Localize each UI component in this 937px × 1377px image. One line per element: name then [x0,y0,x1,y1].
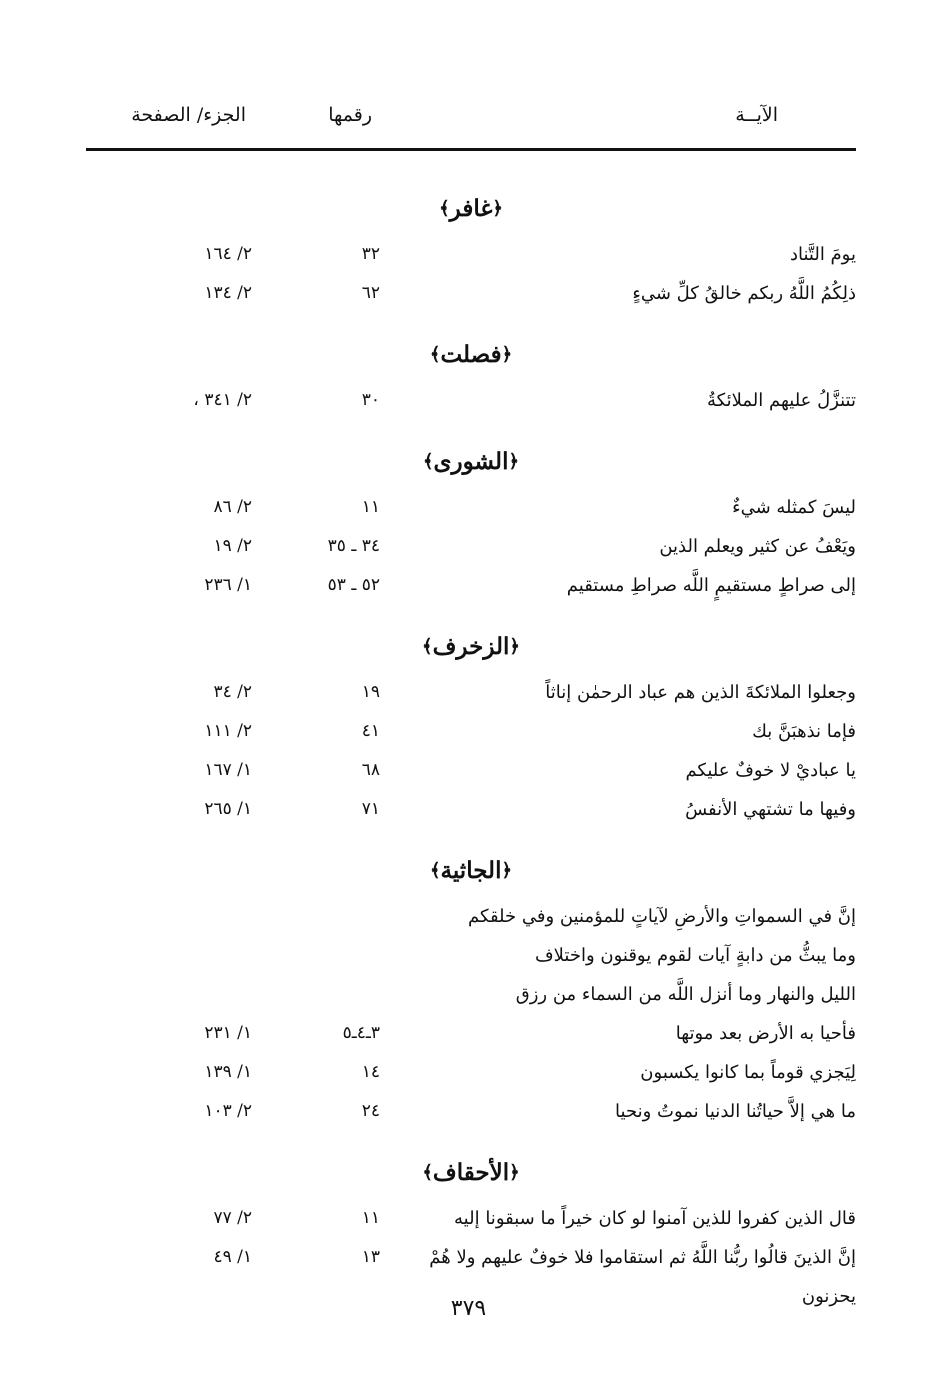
verse-text: وجعلوا الملائكةَ الذين هم عباد الرحمٰن إناثاً [545,682,856,703]
verse-number: ١٤ [361,1062,380,1082]
surah-heading [86,439,856,483]
verse-number: ٣٤ ـ ٣٥ [327,536,380,556]
ornament-close: ﴾ [439,197,450,219]
table-row [86,384,856,423]
verse-text: وما يبثُّ من دابةٍ آيات لقوم يوقنون واختلاف [535,945,856,966]
verse-number: ٣ـ٤ـ٥ [342,1023,380,1043]
volume-page: ٢/ ٣٤١ ، [193,390,252,410]
ornament-open: ﴿ [509,1161,520,1183]
verse-text: ليسَ كمثله شيءٌ [732,497,856,518]
table-row [86,238,856,277]
surah-title: الجاثية [440,856,502,884]
table-row [86,1017,856,1056]
volume-page: ١/ ١٣٩ [204,1062,252,1082]
verse-number: ١٩ [361,682,380,702]
volume-page: ٢/ ٧٧ [213,1208,252,1228]
table-row [86,530,856,569]
table-row [86,793,856,832]
verse-number: ٣٠ [361,390,380,410]
surah-heading [86,332,856,376]
volume-page: ١/ ٢٣١ [204,1023,252,1043]
ornament-close: ﴾ [423,450,434,472]
volume-page: ١/ ٤٩ [213,1247,252,1267]
verse-text: تتنزَّلُ عليهم الملائكةُ [707,390,856,411]
verse-number: ١١ [361,1208,380,1228]
volume-page: ٢/ ٣٤ [213,682,252,702]
table-header [86,96,856,142]
table-row [86,569,856,608]
ornament-open: ﴿ [508,450,520,472]
ornament-open: ﴿ [501,859,513,881]
table-row [86,1241,856,1280]
verse-text: إنَّ الذينَ قالُوا ربُّنا اللَّهُ ثم استقاموا فلا خوفٌ عليهم ولا هُمْ [429,1247,856,1268]
verse-text: ذلِكُمُ اللَّهُ ربكم خالقُ كلِّ شيءٍ [632,283,856,304]
table-row [86,978,856,1017]
verse-number: ١١ [361,497,380,517]
verse-number: ٢٤ [361,1101,380,1121]
verse-number: ٤١ [361,721,380,741]
index-table [86,170,856,1319]
table-row [86,1202,856,1241]
volume-page: ٢/ ١٣٤ [204,283,252,303]
verse-number: ٣٢ [361,244,380,264]
ornament-close: ﴾ [429,859,441,881]
surah-title: فصلت [440,340,502,368]
volume-page: ٢/ ٨٦ [213,497,252,517]
surah-title: الشورى [433,447,509,475]
surah-heading [86,186,856,230]
ornament-close: ﴾ [422,1161,433,1183]
verse-text: لِيَجزي قوماً بما كانوا يكسبون [640,1062,856,1083]
volume-page: ٢/ ١٠٣ [204,1101,252,1121]
surah-heading [86,624,856,668]
verse-text: فإما نذهبَنَّ بك [752,721,856,742]
verse-number: ٦٢ [361,283,380,303]
ornament-close: ﴾ [429,343,441,365]
table-row [86,900,856,939]
table-row [86,1095,856,1134]
verse-number: ٥٢ ـ ٥٣ [327,575,380,595]
verse-text: ما هي إلاَّ حياتُنا الدنيا نموتُ ونحيا [615,1101,856,1122]
table-row [86,754,856,793]
verse-number: ١٣ [361,1247,380,1267]
ornament-open: ﴿ [501,343,513,365]
volume-page: ١/ ١٦٧ [204,760,252,780]
table-row [86,939,856,978]
header-rule [86,148,856,151]
volume-page: ٢/ ١١١ [204,721,252,741]
surah-heading [86,1150,856,1194]
volume-page: ١/ ٢٣٦ [204,575,252,595]
verse-number: ٦٨ [361,760,380,780]
verse-text: إلى صراطٍ مستقيمٍ اللَّه صراطِ مستقيم [566,575,856,596]
ornament-close: ﴾ [422,635,433,657]
ornament-open: ﴿ [509,635,520,657]
volume-page: ١/ ٢٦٥ [204,799,252,819]
table-row [86,1056,856,1095]
surah-title: غافر [449,194,493,222]
verse-text: قال الذين كفروا للذين آمنوا لو كان خيراً ما سبقونا إليه [454,1208,856,1229]
table-row [86,715,856,754]
header-aya: الآيــة [735,104,778,126]
table-row [86,676,856,715]
surah-title: الأحقاف [432,1158,510,1186]
verse-text: يا عباديْ لا خوفٌ عليكم [685,760,856,781]
verse-text: يومَ التَّناد [789,244,856,265]
verse-text: يحزنون [801,1286,856,1307]
table-row [86,277,856,316]
header-number: رقمها [328,104,372,126]
volume-page: ٢/ ١٩ [213,536,252,556]
verse-text: فأحيا به الأرض بعد موتها [675,1023,856,1044]
verse-number: ٧١ [361,799,380,819]
table-row [86,491,856,530]
page-number: ٣٧٩ [450,1296,487,1321]
volume-page: ٢/ ١٦٤ [204,244,252,264]
ornament-open: ﴿ [492,197,503,219]
verse-text: ويَعْفُ عن كثير ويعلم الذين [659,536,856,557]
verse-text: وفيها ما تشتهي الأنفسُ [685,799,856,820]
verse-text: إنَّ في السمواتِ والأرضِ لآياتٍ للمؤمنين وفي خلقكم [468,906,856,927]
surah-title: الزخرف [432,632,510,660]
surah-heading [86,848,856,892]
header-page: الجزء/ الصفحة [131,104,246,126]
verse-text: الليل والنهار وما أنزل اللَّه من السماء من رزق [515,984,856,1005]
